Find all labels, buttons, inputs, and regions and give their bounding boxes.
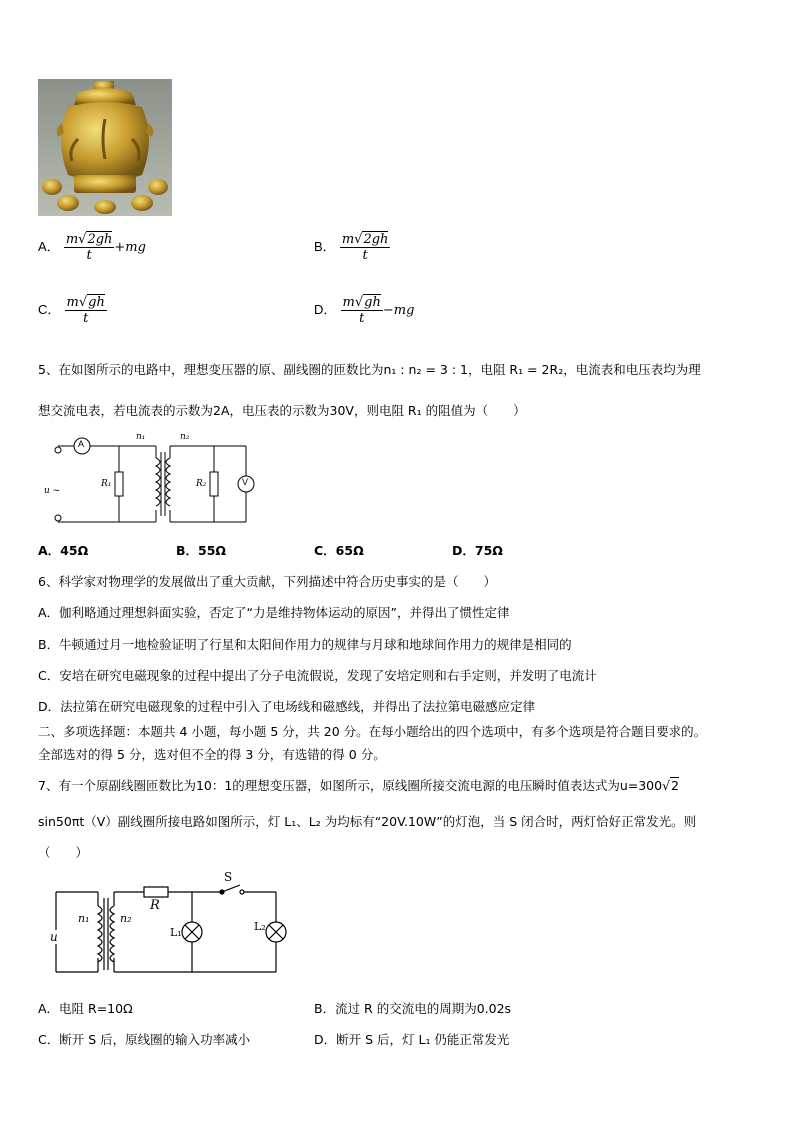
u-label: u	[50, 930, 58, 944]
q7-option-d: D．断开 S 后，灯 L₁ 仍能正常发光	[314, 1032, 510, 1047]
n1-label: n₁	[136, 432, 146, 442]
q7-option-b: B．流过 R 的交流电的周期为0.02s	[314, 1001, 512, 1016]
q6-option-b: B．牛顿通过月一地检验证明了行星和太阳间作用力的规律与月球和地球间作用力的规律是相同的	[38, 637, 572, 652]
q7-option-c: C．断开 S 后，原线圈的输入功率减小	[38, 1032, 251, 1047]
q4-option-b: B． $\frac{m√2gh}{t}$	[314, 232, 389, 263]
formula-fraction: $\frac{m√gh}{t}$	[342, 295, 381, 326]
q6-stem: 6、科学家对物理学的发展做出了重大贡献，下列描述中符合历史事实的是（ ）	[38, 574, 496, 589]
q5-option-a: A．45Ω	[38, 543, 89, 558]
source-label: u ~	[44, 486, 61, 496]
q5-option-c: C．65Ω	[314, 543, 364, 558]
formula-fraction: $\frac{m√2gh}{t}$	[65, 232, 113, 263]
n2-label: n₂	[120, 912, 132, 925]
q7-circuit-diagram	[46, 872, 298, 978]
q5-option-b: B．55Ω	[176, 543, 227, 558]
section2-instructions-line1: 二、多项选择题：本题共 4 小题，每小题 5 分，共 20 分。在每小题给出的四个选项中，有多个选项是符合题目要求的。	[38, 724, 707, 739]
voltmeter-label: V	[242, 477, 249, 487]
q5-stem-line2: 想交流电表，若电流表的示数为2A，电压表的示数为30V，则电阻 R₁ 的阻值为（ ）	[38, 403, 526, 418]
q5-circuit-diagram	[44, 430, 268, 530]
section2-instructions-line2: 全部选对的得 5 分，选对但不全的得 3 分，有选错的得 0 分。	[38, 747, 386, 762]
ammeter-label: A	[78, 439, 85, 449]
resistor-r2	[210, 472, 218, 496]
q7-option-a: A．电阻 R=10Ω	[38, 1001, 133, 1016]
q7-stem-line1: 7、有一个原副线圈匝数比为10：1的理想变压器，如图所示，原线圈所接交流电源的电压瞬时值表达式为u=300√2	[38, 778, 679, 793]
l1-label: L₁	[170, 926, 182, 939]
formula-fraction: $\frac{m√gh}{t}$	[66, 295, 105, 326]
q7-stem-line2: sin50πt（V）副线圈所接电路如图所示，灯 L₁、L₂ 为均标有“20V.10W”的灯泡，当 S 闭合时，两灯恰好正常发光。则	[38, 814, 697, 829]
q6-option-c: C．安培在研究电磁现象的过程中提出了分子电流假说，发现了安培定则和右手定则，并发明了电流计	[38, 668, 597, 683]
q7-stem-line3: （ ）	[38, 845, 89, 860]
q5-option-d: D．75Ω	[452, 543, 503, 558]
r2-label: R₂	[196, 479, 207, 489]
r-label: R	[150, 898, 160, 913]
l2-label: L₂	[254, 920, 266, 933]
q6-option-d: D．法拉第在研究电磁现象的过程中引入了电场线和磁感线，并得出了法拉第电磁感应定律	[38, 699, 536, 714]
r1-label: R₁	[101, 479, 112, 489]
formula-fraction: $\frac{m√2gh}{t}$	[341, 232, 389, 263]
q5-stem-line1: 5、在如图所示的电路中，理想变压器的原、副线圈的匝数比为n₁ : n₂ = 3 : 1，电阻 R₁ = 2R₂，电流表和电压表均为理	[38, 362, 701, 377]
resistor-r1	[115, 472, 123, 496]
q4-option-a: A． $\frac{m√2gh}{t}$ +mg	[38, 232, 146, 263]
seismoscope-photo	[38, 79, 172, 216]
q4-option-d: D． $\frac{m√gh}{t}$ −mg	[314, 295, 415, 326]
n2-label: n₂	[180, 432, 190, 442]
resistor-r	[144, 887, 168, 897]
switch-s	[222, 885, 240, 892]
q6-option-a: A．伽利略通过理想斜面实验，否定了“力是维持物体运动的原因”，并得出了惯性定律	[38, 605, 510, 620]
q4-option-c: C． $\frac{m√gh}{t}$	[38, 295, 105, 326]
switch-label: S	[224, 870, 233, 884]
n1-label: n₁	[78, 912, 90, 925]
